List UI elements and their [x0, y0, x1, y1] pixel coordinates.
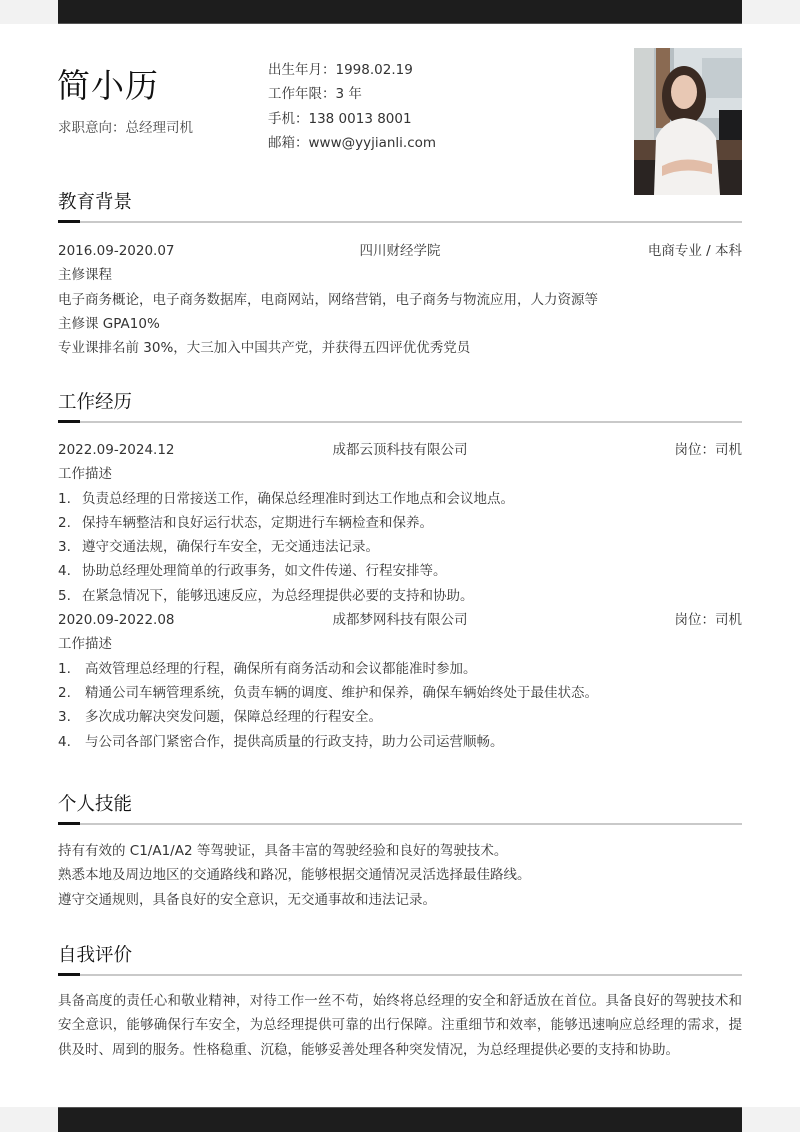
section-title: 教育背景 [58, 192, 133, 213]
email: 邮箱：www@yyjianli.com [268, 134, 437, 151]
courses-list: 电子商务概论，电子商务数据库，电商网站，网络营销，电子商务与物流应用，人力资源等 [58, 291, 598, 308]
job-period: 2022.09-2024.12 [58, 442, 175, 458]
birth-date: 出生年月：1998.02.19 [268, 62, 413, 78]
section-divider [58, 220, 742, 224]
job-position: 岗位：司机 [674, 612, 742, 629]
job-position: 岗位：司机 [674, 442, 742, 458]
skill-item: 遵守交通规则，具备良好的安全意识，无交通事故和违法记录。 [58, 891, 436, 908]
section-divider [58, 973, 742, 977]
list-item: 3. 多次成功解决突发问题，保障总经理的行程安全。 [58, 709, 382, 726]
education-row [58, 240, 742, 264]
list-item: 4. 与公司各部门紧密合作，提供高质量的行政支持，助力公司运营顺畅。 [58, 733, 504, 750]
section-divider [58, 822, 742, 826]
list-item: 1. 高效管理总经理的行程，确保所有商务活动和会议都能准时参加。 [58, 660, 477, 677]
phone: 手机：138 0013 8001 [268, 110, 412, 127]
job-desc-label: 工作描述 [58, 636, 112, 653]
personal-info [268, 60, 436, 157]
ranking: 专业课排名前 30%，大三加入中国共产党，并获得五四评优优秀党员 [58, 340, 471, 357]
company-name: 成都云顶科技有限公司 [332, 442, 468, 458]
list-item: 2. 精通公司车辆管理系统，负责车辆的调度、维护和保养，确保车辆始终处于最佳状态。 [58, 684, 598, 701]
list-item: 3. 遵守交通法规，确保行车安全，无交通违法记录。 [58, 539, 379, 556]
courses-label: 主修课程 [58, 267, 112, 284]
skill-item: 熟悉本地及周边地区的交通路线和路况，能够根据交通情况灵活选择最佳路线。 [58, 867, 531, 884]
job-header [58, 609, 742, 633]
job-entry [58, 609, 742, 755]
education-section [58, 190, 742, 361]
list-item: 4. 协助总经理处理简单的行政事务，如文件传递、行程安排等。 [58, 563, 447, 580]
top-decor-bar [58, 0, 742, 24]
school-name: 四川财经学院 [359, 243, 441, 259]
list-item: 5. 在紧急情况下，能够迅速反应，为总经理提供必要的支持和协助。 [58, 587, 474, 604]
job-period: 2020.09-2022.08 [58, 612, 175, 629]
major-degree: 电商专业 / 本科 [647, 243, 742, 259]
candidate-name: 简小历 [57, 66, 159, 105]
job-desc-label: 工作描述 [58, 466, 112, 483]
job-entry [58, 439, 742, 609]
skills-section [58, 792, 742, 913]
education-period: 2016.09-2020.07 [58, 243, 175, 259]
self-eval-section [58, 943, 742, 1062]
portrait-photo [634, 48, 742, 195]
section-title: 自我评价 [58, 945, 133, 966]
company-name: 成都梦网科技有限公司 [332, 612, 468, 629]
section-title: 个人技能 [58, 794, 133, 815]
gpa: 主修课 GPA10% [58, 315, 160, 332]
job-header [58, 439, 742, 463]
work-section [58, 390, 742, 755]
section-title: 工作经历 [58, 392, 133, 413]
skill-item: 持有有效的 C1/A1/A2 等驾驶证，具备丰富的驾驶经验和良好的驾驶技术。 [58, 843, 508, 859]
list-item: 1. 负责总经理的日常接送工作，确保总经理准时到达工作地点和会议地点。 [58, 490, 514, 507]
bottom-decor-bar [58, 1107, 742, 1132]
self-eval-text: 具备高度的责任心和敬业精神，对待工作一丝不苟，始终将总经理的安全和舒适放在首位。具备良好的驾驶技术和安全意识，能够确保行车安全，为总经理提供可靠的出行保障。注重细节和效率，能够迅速响应总经理的需求，提供及时、周到的服务。性格稳重、沉稳，能够妥善处理各种突发情况，为总经理提供必要的支持和协助。 [58, 993, 742, 1058]
job-intent: 求职意向：总经理司机 [58, 120, 193, 136]
list-item: 2. 保持车辆整洁和良好运行状态，定期进行车辆检查和保养。 [58, 514, 433, 531]
work-years: 工作年限：3 年 [268, 86, 362, 103]
section-divider [58, 420, 742, 424]
